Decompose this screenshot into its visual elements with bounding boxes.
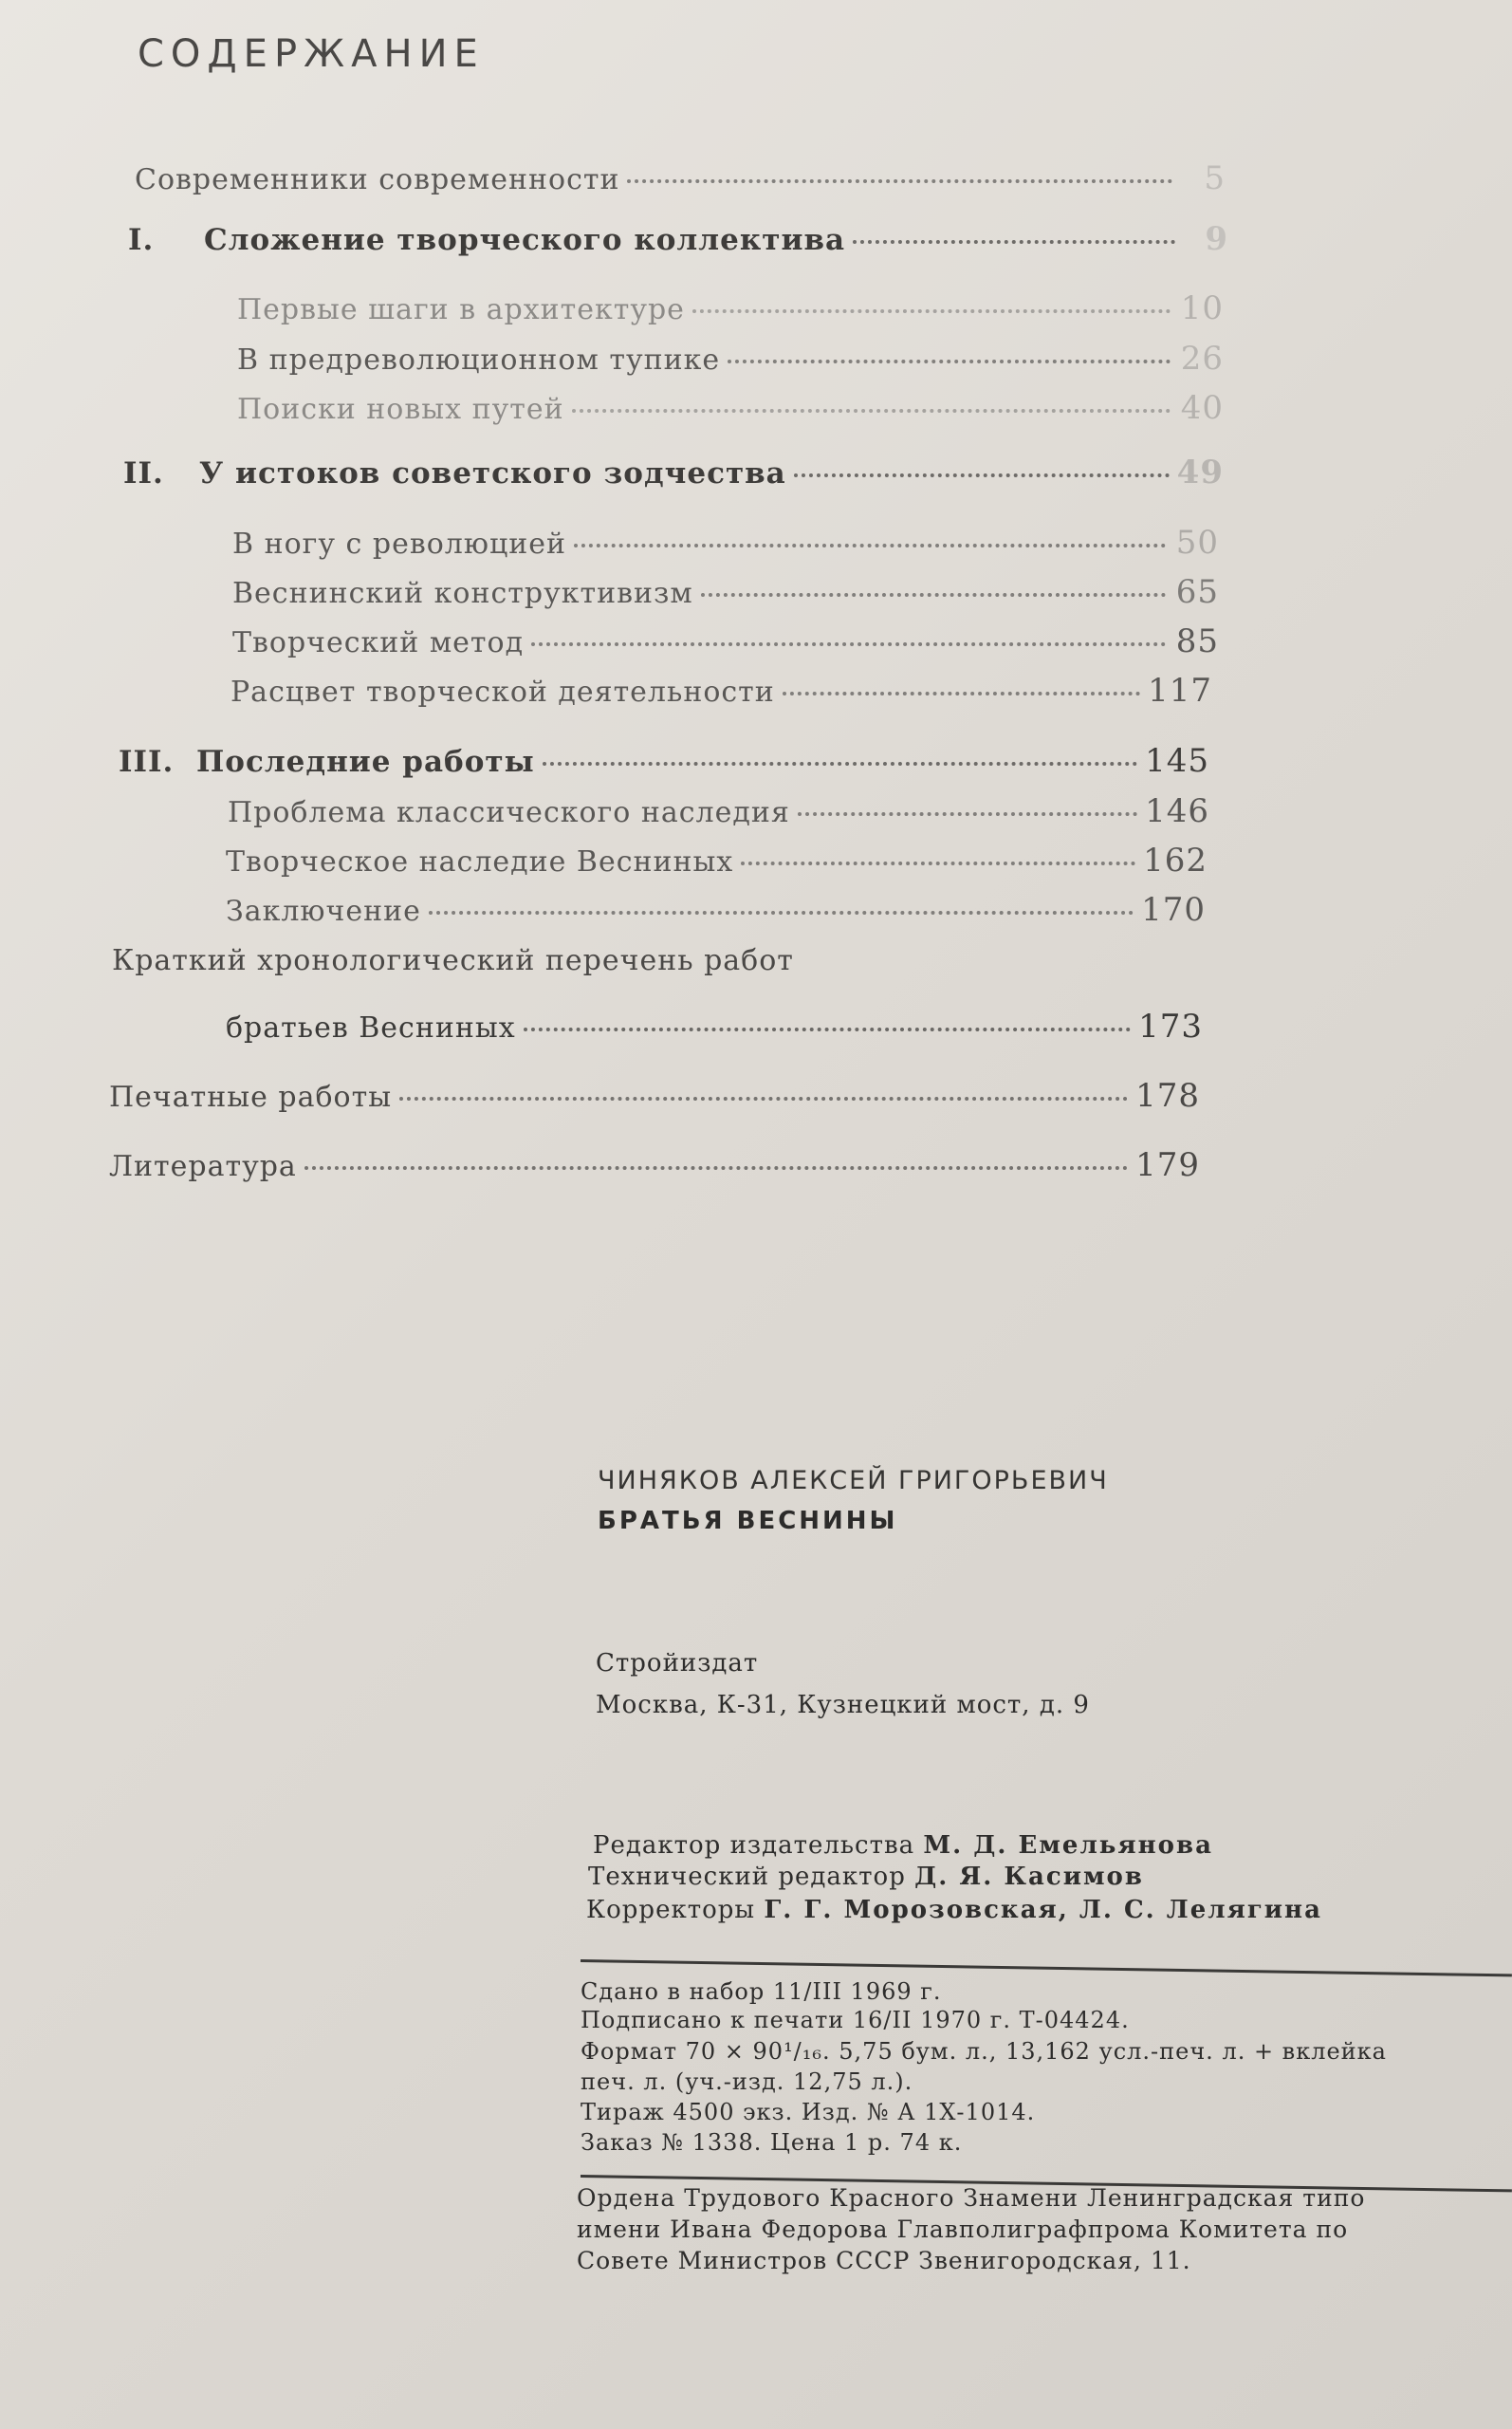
toc-entry-page: 10 (1180, 289, 1224, 327)
chapter-number: III. (119, 745, 175, 779)
toc-entry (226, 891, 1206, 929)
publisher-address: Москва, К-31, Кузнецкий мост, д. 9 (596, 1691, 1090, 1719)
toc-entry-page: 5 (1204, 159, 1226, 197)
divider-rule (581, 1959, 1512, 1976)
toc-entry-title: У истоков советского зодчества (199, 456, 786, 491)
toc-entry-page: 9 (1205, 220, 1228, 258)
toc-entry-title: Первые шаги в архитектуре (237, 293, 685, 326)
toc-entry-page: 173 (1138, 1008, 1203, 1046)
toc-entry (232, 524, 1219, 562)
toc-entry-page: 146 (1145, 792, 1209, 830)
tech-line: Формат 70 × 90¹/₁₆. 5,75 бум. л., 13,162 усл.-печ. л. + вклейка (581, 2038, 1387, 2065)
toc-entry (237, 389, 1224, 427)
toc-entry-title: Расцвет творческой деятельности (230, 676, 775, 709)
dot-leader (794, 473, 1170, 477)
tech-line: Сдано в набор 11/III 1969 г. (581, 1978, 942, 2005)
toc-chapter (123, 454, 1224, 491)
toc-entry-page: 26 (1180, 340, 1224, 378)
toc-entry-title: Заключение (226, 895, 421, 928)
toc-entry-title-continued: братьев Весниных (226, 1011, 516, 1045)
staff-person: Д. Я. Касимов (914, 1863, 1144, 1891)
toc-entry (232, 573, 1219, 611)
staff-line (593, 1831, 1213, 1860)
dot-leader (853, 240, 1175, 244)
toc-entry-page: 49 (1176, 454, 1224, 491)
author-name: ЧИНЯКОВ АЛЕКСЕЙ ГРИГОРЬЕВИЧ (598, 1466, 1109, 1495)
toc-entry-title: В предреволюционном тупике (237, 343, 721, 377)
chapter-number: II. (123, 456, 164, 491)
toc-entry-title: Творческое наследие Весниных (226, 845, 734, 879)
toc-entry-page: 65 (1175, 573, 1219, 611)
toc-entry (109, 1146, 1200, 1184)
staff-line (588, 1863, 1144, 1891)
dot-leader (627, 179, 1172, 183)
toc-entry-title: Творческий метод (232, 626, 525, 659)
toc-chapter (119, 742, 1209, 780)
dot-leader (741, 862, 1135, 865)
dot-leader (572, 409, 1171, 413)
press-line: Совете Министров СССР Звенигородская, 11. (577, 2247, 1191, 2274)
dot-leader (574, 544, 1166, 547)
toc-chapter (128, 220, 1228, 258)
toc-entry (230, 672, 1212, 710)
tech-line: печ. л. (уч.-изд. 12,75 л.). (581, 2068, 913, 2095)
toc-entry-title: Печатные работы (109, 1081, 393, 1114)
publisher-name: Стройиздат (596, 1649, 759, 1678)
dot-leader (692, 309, 1171, 313)
toc-entry (135, 159, 1226, 197)
toc-entry (226, 1008, 1203, 1046)
toc-entry-title: В ногу с революцией (232, 528, 567, 561)
toc-entry-title: Веснинский конструктивизм (232, 577, 693, 610)
book-title: БРАТЬЯ ВЕСНИНЫ (598, 1507, 898, 1535)
press-line: Ордена Трудового Красного Знамени Ленинградская типо (577, 2184, 1366, 2212)
staff-role: Корректоры (586, 1896, 756, 1924)
dot-leader (524, 1028, 1131, 1031)
dot-leader (783, 692, 1140, 695)
toc-entry (237, 340, 1224, 378)
toc-entry-page: 178 (1135, 1077, 1200, 1115)
toc-entry-page: 50 (1175, 524, 1219, 562)
toc-entry (226, 842, 1208, 880)
staff-role: Редактор издательства (593, 1831, 915, 1860)
toc-entry-page: 117 (1148, 672, 1212, 710)
staff-line (586, 1896, 1322, 1924)
toc-entry-page: 40 (1180, 389, 1224, 427)
tech-line: Тираж 4500 экз. Изд. № А 1Х-1014. (581, 2099, 1036, 2125)
dot-leader (429, 911, 1134, 915)
dot-leader (798, 812, 1137, 816)
toc-entry (232, 622, 1219, 660)
toc-entry (237, 289, 1224, 327)
press-line: имени Ивана Федорова Главполиграфпрома Комитета по (577, 2216, 1349, 2243)
staff-role: Технический редактор (588, 1863, 906, 1891)
toc-entry-title: Поиски новых путей (237, 393, 564, 426)
toc-entry-page: 85 (1175, 622, 1219, 660)
toc-entry-title: Проблема классического наследия (228, 796, 790, 829)
toc-entry-page: 145 (1145, 742, 1209, 780)
dot-leader (531, 642, 1166, 646)
staff-person: М. Д. Емельянова (923, 1831, 1213, 1860)
dot-leader (701, 593, 1166, 597)
toc-entry (109, 1077, 1200, 1115)
toc-entry-title: Литература (109, 1150, 297, 1183)
toc-entry-title: Краткий хронологический перечень работ (112, 944, 794, 977)
toc-entry-page: 170 (1141, 891, 1206, 929)
dot-leader (304, 1166, 1128, 1170)
toc-entry-title: Последние работы (196, 745, 535, 779)
tech-line: Заказ № 1338. Цена 1 р. 74 к. (581, 2129, 963, 2156)
toc-entry-page: 162 (1143, 842, 1208, 880)
dot-leader (728, 360, 1171, 363)
chapter-number: I. (128, 223, 155, 257)
toc-entry-title: Современники современности (135, 163, 620, 196)
dot-leader (543, 762, 1137, 766)
staff-person: Г. Г. Морозовская, Л. С. Лелягина (764, 1896, 1322, 1924)
toc-entry (228, 792, 1209, 830)
toc-entry-title: Сложение творческого коллектива (204, 223, 846, 257)
contents-heading: СОДЕРЖАНИЕ (138, 32, 485, 76)
tech-line: Подписано к печати 16/II 1970 г. Т-04424. (581, 2007, 1130, 2033)
toc-entry-page: 179 (1135, 1146, 1200, 1184)
dot-leader (399, 1097, 1128, 1101)
